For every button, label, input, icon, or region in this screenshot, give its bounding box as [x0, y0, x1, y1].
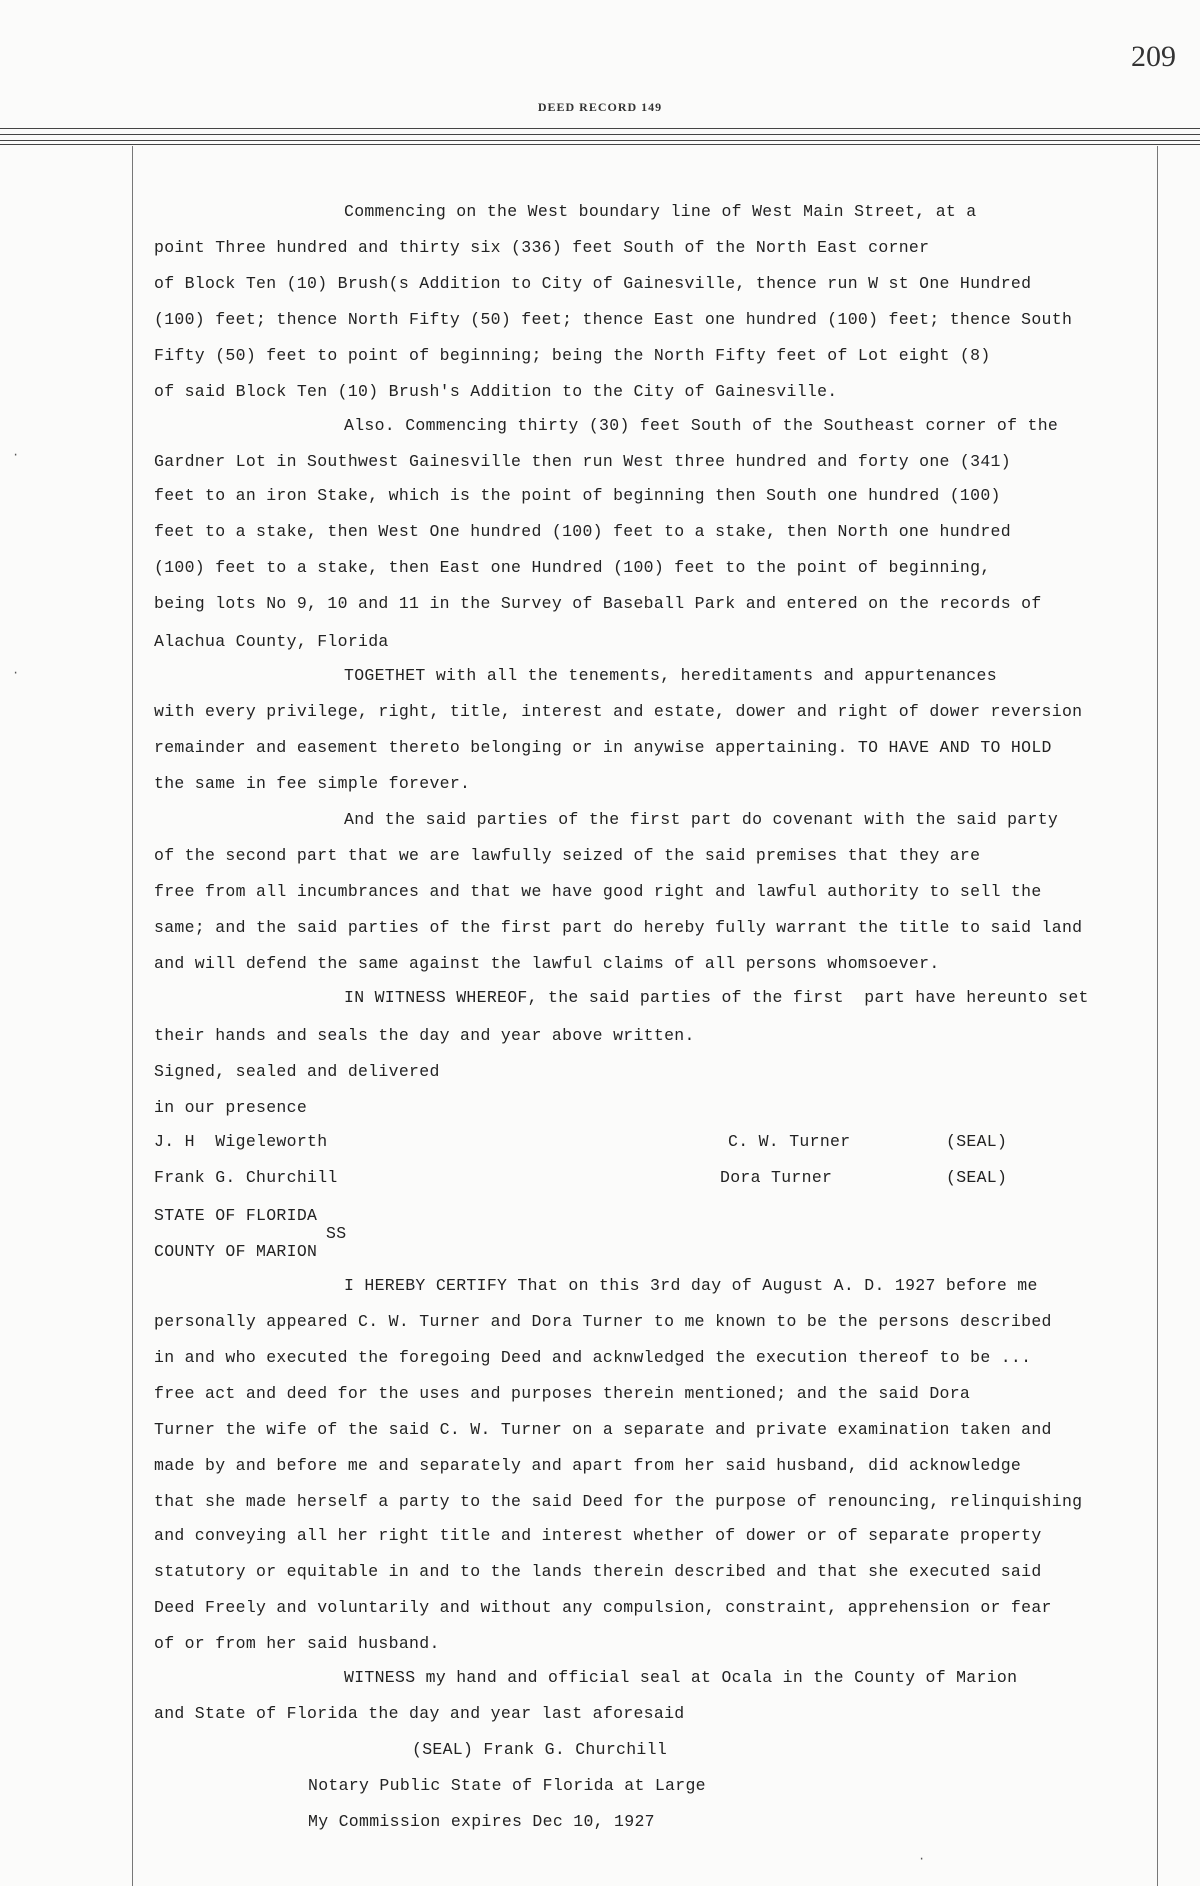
text-line: feet to a stake, then West One hundred (100) feet to a stake, then North one hundred — [154, 522, 1011, 541]
text-line: of or from her said husband. — [154, 1634, 440, 1653]
text-line: free act and deed for the uses and purposes therein mentioned; and the said Dora — [154, 1384, 971, 1403]
text-line: same; and the said parties of the first part do hereby fully warrant the title to said land — [154, 918, 1083, 937]
text-line: Deed Freely and voluntarily and without any compulsion, constraint, apprehension or fear — [154, 1598, 1052, 1617]
record-title: DEED RECORD 149 — [537, 100, 663, 114]
text-line: Alachua County, Florida — [154, 632, 389, 651]
page-number: 209 — [1131, 40, 1176, 73]
left-margin-rule — [132, 146, 133, 1886]
text-line: (100) feet; thence North Fifty (50) feet; thence East one hundred (100) feet; thence South — [154, 310, 1073, 329]
text-line: being lots No 9, 10 and 11 in the Survey of Baseball Park and entered on the records of — [154, 594, 1042, 613]
margin-mark: · — [12, 448, 20, 462]
text-line: that she made herself a party to the said Deed for the purpose of renouncing, relinquishing — [154, 1492, 1083, 1511]
text-line: with every privilege, right, title, interest and estate, dower and right of dower reversion — [154, 702, 1083, 721]
header-rule — [0, 144, 1200, 145]
in-presence-label: in our presence — [154, 1098, 308, 1117]
seal-label: (SEAL) — [946, 1168, 1008, 1187]
text-line: free from all incumbrances and that we have good right and lawful authority to sell the — [154, 882, 1042, 901]
text-line: I HEREBY CERTIFY That on this 3rd day of August A. D. 1927 before me — [344, 1276, 1038, 1295]
text-line: and will defend the same against the lawful claims of all persons whomsoever. — [154, 954, 940, 973]
text-line: and conveying all her right title and interest whether of dower or of separate property — [154, 1526, 1042, 1545]
text-line: their hands and seals the day and year above written. — [154, 1026, 695, 1045]
seal-label: (SEAL) — [946, 1132, 1008, 1151]
text-line: remainder and easement thereto belonging or in anywise appertaining. TO HAVE AND TO HOLD — [154, 738, 1052, 757]
text-line: of Block Ten (10) Brush(s Addition to City of Gainesville, thence run W st One Hundred — [154, 274, 1032, 293]
venue-county: COUNTY OF MARION — [154, 1242, 318, 1261]
witness-signature: Frank G. Churchill — [154, 1168, 338, 1187]
venue-ss: SS — [326, 1224, 347, 1243]
header-rule — [0, 128, 1200, 129]
notary-commission: My Commission expires Dec 10, 1927 — [308, 1812, 655, 1831]
witness-signature: J. H Wigeleworth — [154, 1132, 328, 1151]
notary-signature: (SEAL) Frank G. Churchill — [412, 1740, 668, 1759]
text-line: Turner the wife of the said C. W. Turner on a separate and private examination taken and — [154, 1420, 1052, 1439]
text-line: WITNESS my hand and official seal at Ocala in the County of Marion — [344, 1668, 1018, 1687]
text-line: IN WITNESS WHEREOF, the said parties of the first part have hereunto set — [344, 988, 1089, 1007]
text-line: Also. Commencing thirty (30) feet South of the Southeast corner of the — [344, 416, 1059, 435]
grantor-signature: C. W. Turner — [728, 1132, 851, 1151]
signed-sealed-label: Signed, sealed and delivered — [154, 1062, 440, 1081]
text-line: and State of Florida the day and year last aforesaid — [154, 1704, 685, 1723]
text-line: TOGETHET with all the tenements, hereditaments and appurtenances — [344, 666, 997, 685]
venue-state: STATE OF FLORIDA — [154, 1206, 318, 1225]
header-rule — [0, 134, 1200, 135]
text-line: personally appeared C. W. Turner and Dora Turner to me known to be the persons described — [154, 1312, 1052, 1331]
text-line: Fifty (50) feet to point of beginning; being the North Fifty feet of Lot eight (8) — [154, 346, 991, 365]
text-line: Gardner Lot in Southwest Gainesville then run West three hundred and forty one (341) — [154, 452, 1011, 471]
text-line: (100) feet to a stake, then East one Hundred (100) feet to the point of beginning, — [154, 558, 991, 577]
text-line: feet to an iron Stake, which is the point of beginning then South one hundred (100) — [154, 486, 1001, 505]
text-line: of said Block Ten (10) Brush's Addition to the City of Gainesville. — [154, 382, 838, 401]
text-line: Commencing on the West boundary line of West Main Street, at a — [344, 202, 977, 221]
grantor-signature: Dora Turner — [720, 1168, 833, 1187]
text-line: in and who executed the foregoing Deed and acknwledged the execution thereof to be ... — [154, 1348, 1032, 1367]
text-line: made by and before me and separately and apart from her said husband, did acknowledge — [154, 1456, 1022, 1475]
notary-title: Notary Public State of Florida at Large — [308, 1776, 706, 1795]
right-margin-rule — [1157, 146, 1158, 1886]
header-rule — [0, 140, 1200, 141]
text-line: of the second part that we are lawfully seized of the said premises that they are — [154, 846, 981, 865]
text-line: the same in fee simple forever. — [154, 774, 471, 793]
margin-mark: · — [918, 1852, 926, 1866]
margin-mark: · — [12, 666, 20, 680]
text-line: statutory or equitable in and to the lands therein described and that she executed said — [154, 1562, 1042, 1581]
text-line: point Three hundred and thirty six (336) feet South of the North East corner — [154, 238, 930, 257]
text-line: And the said parties of the first part do covenant with the said party — [344, 810, 1059, 829]
